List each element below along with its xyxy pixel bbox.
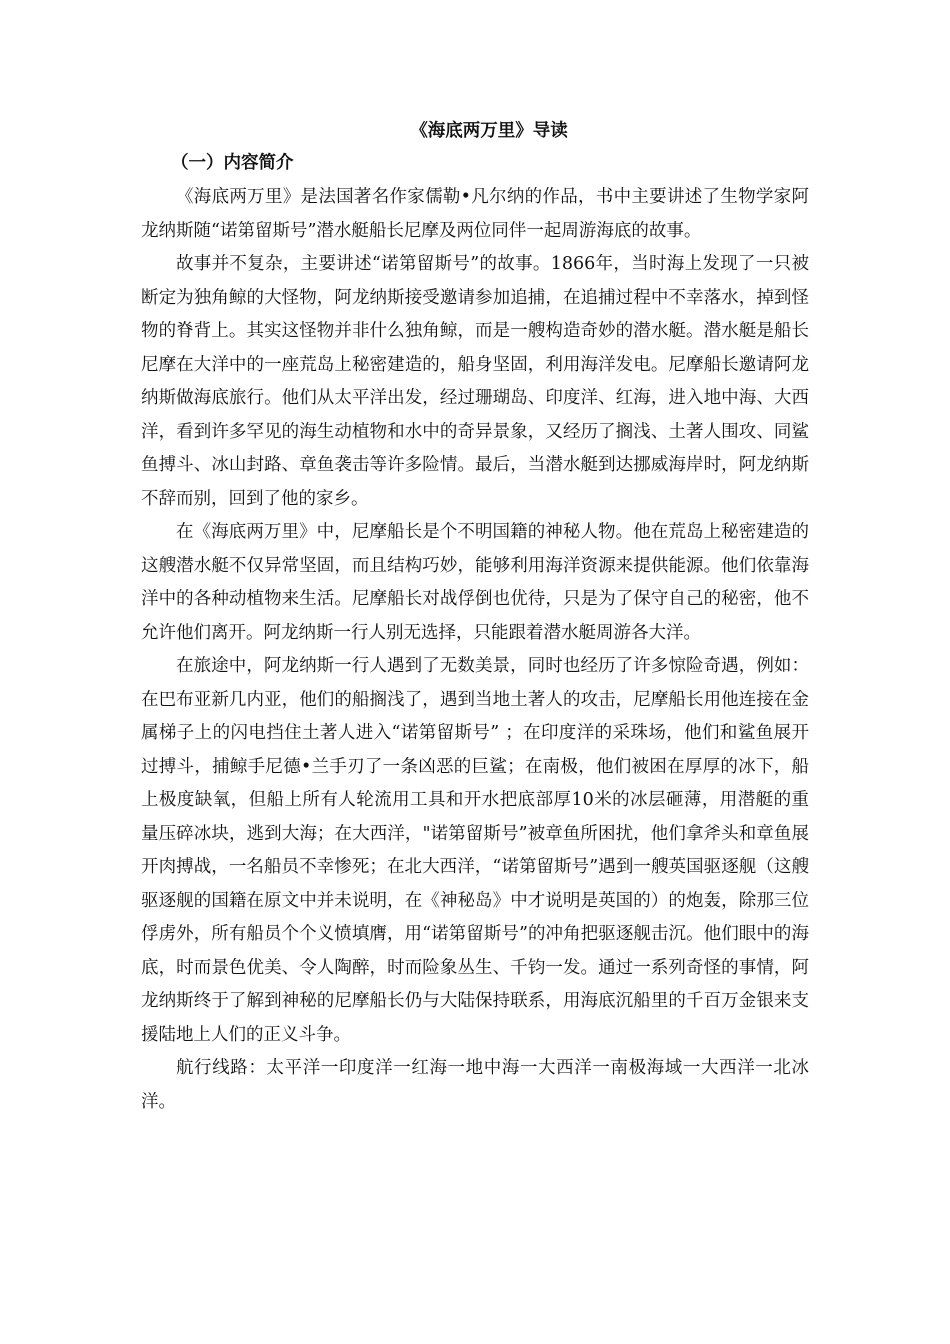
document-title: 《海底两万里》导读 [410, 121, 568, 141]
paragraph-voyage-route: 航行线路：太平洋一印度洋一红海一地中海一大西洋一南极海域一大西洋一北冰洋。 [141, 1058, 809, 1112]
paragraph-story-summary: 故事并不复杂，主要讲述“诺第留斯号”的故事。1866年，当时海上发现了一只被断定为独角鲸的大怪物，阿龙纳斯接受邀请参加追捕，在追捕过程中不幸落水，掉到怪物的脊背上。其实这怪物并非什么独角鲸，而是一艘构造奇妙的潜水艇。潜水艇是船长尼摩在大洋中的一座荒岛上秘密建造的，船身坚固，利用海洋发电。尼摩船长邀请阿龙纳斯做海底旅行。他们从太平洋出发，经过珊瑚岛、印度洋、红海，进入地中海、大西洋，看到许多罕见的海生动植物和水中的奇异景象，又经历了搁浅、土著人围攻、同鲨鱼搏斗、冰山封路、章鱼袭击等许多险情。最后，当潜水艇到达挪威海岸时，阿龙纳斯不辞而别，回到了他的家乡。 [141, 254, 809, 509]
document-body [141, 116, 809, 1119]
paragraph-captain-nemo: 在《海底两万里》中，尼摩船长是个不明国籍的神秘人物。他在荒岛上秘密建造的这艘潜水艇不仅异常坚固，而且结构巧妙，能够利用海洋资源来提供能源。他们依靠海洋中的各种动植物来生活。尼摩船长对战俘倒也优待，只是为了保守自己的秘密，他不允许他们离开。阿龙纳斯一行人别无选择，只能跟着潜水艇周游各大洋。 [141, 522, 809, 643]
section-heading: （一）内容简介 [171, 153, 294, 173]
paragraph-adventures: 在旅途中，阿龙纳斯一行人遇到了无数美景，同时也经历了许多惊险奇遇，例如：在巴布亚新几内亚，他们的船搁浅了，遇到当地土著人的攻击，尼摩船长用他连接在金属梯子上的闪电挡住土著人进入“诺第留斯号” ；在印度洋的采珠场，他们和鲨鱼展开过搏斗，捕鲸手尼德•兰手刃了一条凶恶的巨鲨；在南极，他们被困在厚厚的冰下，船上极度缺氧，但船上所有人轮流用工具和开水把底部厚10米的冰层砸薄，用潜艇的重量压碎冰块，逃到大海；在大西洋，"诺第留斯号”被章鱼所困扰，他们拿斧头和章鱼展开肉搏战，一名船员不幸惨死；在北大西洋，“诺第留斯号”遇到一艘英国驱逐舰（这艘驱逐舰的国籍在原文中并未说明，在《神秘岛》中才说明是英国的）的炮轰，除那三位俘虏外，所有船员个个义愤填膺，用“诺第留斯号”的冲角把驱逐舰击沉。他们眼中的海底，时而景色优美、令人陶醉，时而险象丛生、千钧一发。通过一系列奇怪的事情，阿龙纳斯终于了解到神秘的尼摩船长仍与大陆保持联系，用海底沉船里的千百万金银来支援陆地上人们的正义斗争。 [141, 656, 809, 1045]
paragraph-introduction: 《海底两万里》是法国著名作家儒勒•凡尔纳的作品，书中主要讲述了生物学家阿龙纳斯随“诺第留斯号”潜水艇船长尼摩及两位同伴一起周游海底的故事。 [141, 187, 809, 241]
